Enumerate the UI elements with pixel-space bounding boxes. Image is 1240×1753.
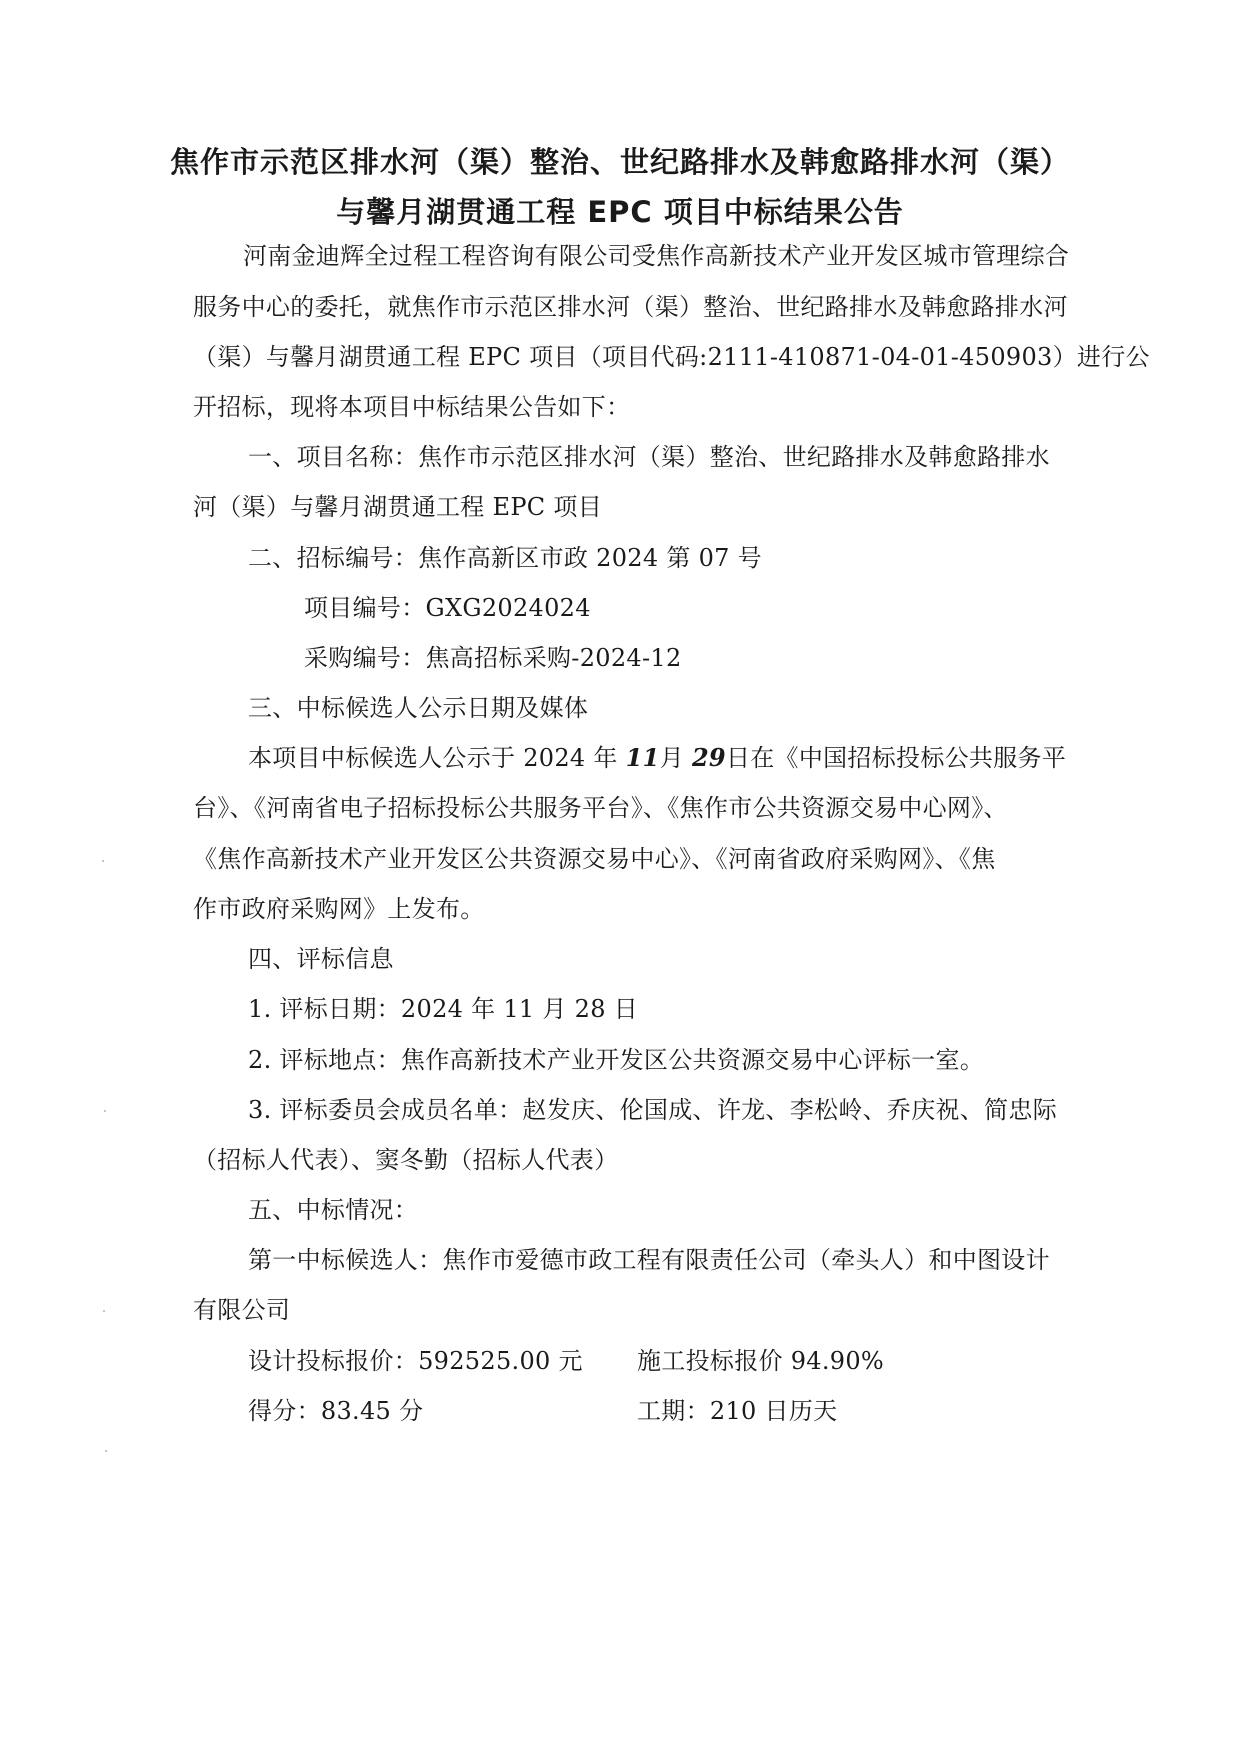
publicity-line-3: 《焦作高新技术产业开发区公共资源交易中心》、《河南省政府采购网》、《焦 (193, 845, 996, 873)
committee-members-line-1: 3. 评标委员会成员名单：赵发庆、伦国成、许龙、李松岭、乔庆祝、简忠际 (248, 1096, 1058, 1124)
intro-line-3: （渠）与馨月湖贯通工程 EPC 项目（项目代码:2111-410871-04-01-450903）进行公 (193, 343, 1150, 371)
scan-speck (104, 1110, 106, 1112)
publicity-line-2: 台》、《河南省电子招标投标公共服务平台》、《焦作市公共资源交易中心网》、 (193, 794, 1008, 822)
publicity-month-char: 月 (659, 744, 684, 772)
project-number: 项目编号：GXG2024024 (304, 594, 591, 622)
evaluation-date: 1. 评标日期：2024 年 11 月 28 日 (248, 995, 639, 1023)
tender-number: 二、招标编号：焦作高新区市政 2024 第 07 号 (248, 544, 762, 572)
score: 得分：83.45 分 (248, 1397, 424, 1425)
publicity-line-1 (248, 742, 1066, 774)
construction-duration: 工期：210 日历天 (637, 1397, 838, 1425)
purchase-number: 采购编号：焦高招标采购-2024-12 (304, 644, 682, 672)
winner-line-2: 有限公司 (193, 1296, 291, 1324)
evaluation-place: 2. 评标地点：焦作高新技术产业开发区公共资源交易中心评标一室。 (248, 1046, 985, 1074)
construction-bid-price: 施工投标报价 94.90% (637, 1347, 885, 1375)
scan-speck (103, 1310, 105, 1312)
handwritten-day: 29 (691, 743, 726, 772)
scan-speck (105, 1450, 107, 1452)
publicity-line-1-post: 日在《中国招标投标公共服务平 (725, 744, 1067, 772)
design-bid-price: 设计投标报价：592525.00 元 (248, 1347, 583, 1375)
section4-heading: 四、评标信息 (248, 945, 394, 973)
section3-heading: 三、中标候选人公示日期及媒体 (248, 694, 589, 722)
project-name-line-1: 一、项目名称：焦作市示范区排水河（渠）整治、世纪路排水及韩愈路排水 (248, 443, 1050, 471)
handwritten-month: 11 (625, 743, 660, 772)
publicity-line-1-pre: 本项目中标候选人公示于 2024 年 (248, 744, 618, 772)
intro-line-2: 服务中心的委托，就焦作市示范区排水河（渠）整治、世纪路排水及韩愈路排水河 (193, 293, 1068, 321)
intro-line-4: 开招标，现将本项目中标结果公告如下： (193, 393, 631, 421)
document-title-line1: 焦作市示范区排水河（渠）整治、世纪路排水及韩愈路排水河（渠） (169, 145, 1070, 179)
publicity-line-4: 作市政府采购网》上发布。 (193, 895, 485, 923)
document-title-line2: 与馨月湖贯通工程 EPC 项目中标结果公告 (336, 195, 904, 229)
project-name-line-2: 河（渠）与馨月湖贯通工程 EPC 项目 (193, 493, 602, 521)
intro-line-1: 河南金迪辉全过程工程咨询有限公司受焦作高新技术产业开发区城市管理综合 (243, 242, 1070, 270)
scan-speck (102, 860, 104, 862)
section5-heading: 五、中标情况： (248, 1196, 419, 1224)
winner-line-1: 第一中标候选人：焦作市爱德市政工程有限责任公司（牵头人）和中图设计 (248, 1246, 1050, 1274)
committee-members-line-2: （招标人代表）、窦冬勤（招标人代表） (193, 1146, 619, 1174)
